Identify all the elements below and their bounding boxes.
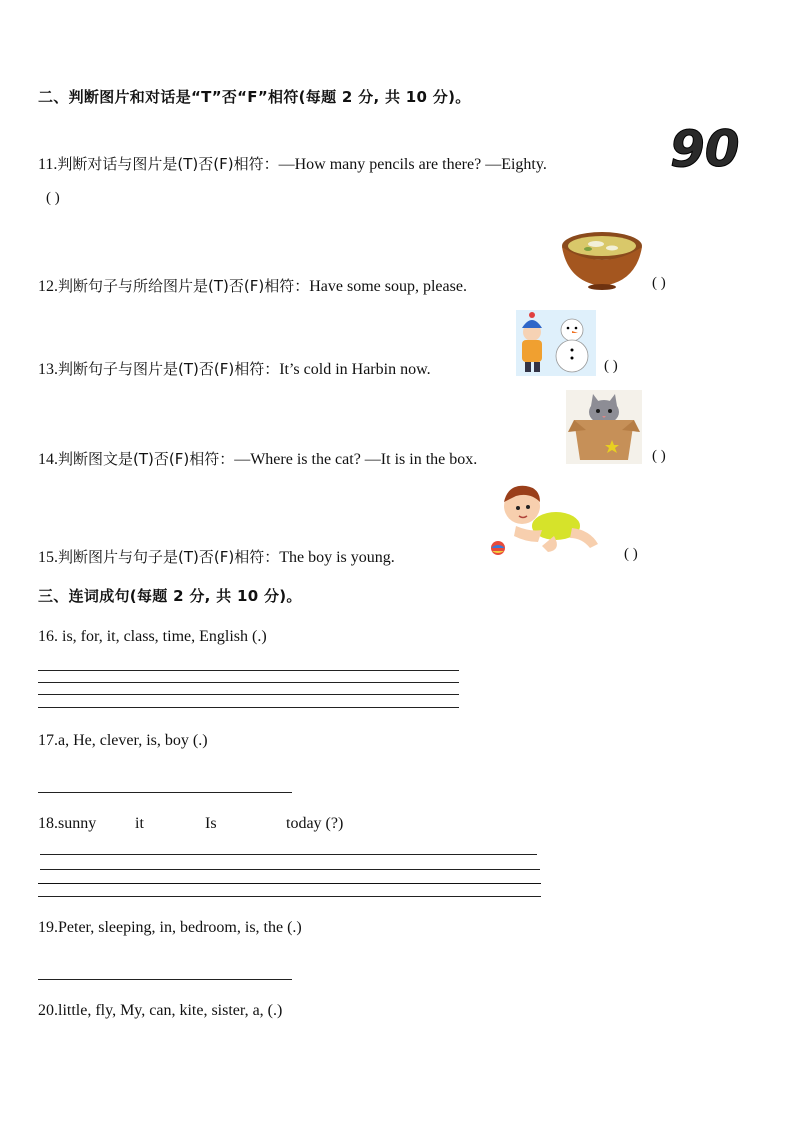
answer-line[interactable]	[38, 883, 541, 884]
question-number: 13.	[38, 361, 58, 378]
number-ninety-image	[668, 118, 740, 174]
number-ninety-text: 90	[670, 120, 740, 174]
question-words: Peter, sleeping, in, bedroom, is, the (.)	[58, 919, 302, 936]
question-number: 18.	[38, 815, 58, 832]
answer-line[interactable]	[38, 694, 459, 695]
snowman-boy-image	[516, 310, 596, 376]
question-number: 15.	[38, 549, 58, 566]
answer-line[interactable]	[38, 979, 292, 980]
question-19	[38, 919, 302, 937]
question-text: Have some soup, please.	[309, 278, 467, 295]
question-text: —How many pencils are there? —Eighty.	[278, 156, 547, 173]
question-12	[38, 275, 467, 296]
question-words: a, He, clever, is, boy (.)	[58, 732, 208, 749]
question-number: 16.	[38, 628, 58, 645]
question-number: 11.	[38, 156, 58, 173]
answer-line[interactable]	[38, 792, 292, 793]
word-is: Is	[205, 815, 217, 832]
question-17	[38, 732, 208, 750]
question-text: It’s cold in Harbin now.	[279, 361, 431, 378]
crawling-baby-image	[486, 480, 606, 560]
question-prompt: 判断句子与所给图片是(T)否(F)相符：	[58, 277, 310, 295]
word-sunny: sunny	[58, 815, 97, 832]
question-15	[38, 546, 395, 567]
answer-line[interactable]	[38, 682, 459, 683]
answer-line[interactable]	[38, 896, 541, 897]
answer-line[interactable]	[38, 707, 459, 708]
question-16	[38, 628, 267, 646]
question-13	[38, 358, 431, 379]
soup-bowl-image	[560, 228, 644, 292]
section-3-heading: 三、连词成句(每题 2 分, 共 10 分)。	[38, 587, 302, 605]
question-text: The boy is young.	[279, 549, 395, 566]
word-it: it	[135, 815, 144, 832]
question-number: 14.	[38, 451, 58, 468]
answer-blank-15[interactable]: ( )	[624, 546, 638, 562]
question-prompt: 判断图文是(T)否(F)相符：	[58, 450, 235, 468]
question-number: 17.	[38, 732, 58, 749]
question-20	[38, 1002, 282, 1020]
question-number: 12.	[38, 278, 58, 295]
section-2-heading: 二、判断图片和对话是“T”否“F”相符(每题 2 分, 共 10 分)。	[38, 88, 471, 106]
question-prompt: 判断图片与句子是(T)否(F)相符：	[58, 548, 280, 566]
question-words: little, fly, My, can, kite, sister, a, (.)	[58, 1002, 283, 1019]
question-prompt: 判断对话与图片是(T)否(F)相符：	[57, 155, 279, 173]
answer-line[interactable]	[40, 869, 540, 870]
question-words: is, for, it, class, time, English (.)	[62, 628, 267, 645]
answer-line[interactable]	[38, 670, 459, 671]
answer-blank-12[interactable]: ( )	[652, 275, 666, 291]
question-text: —Where is the cat? —It is in the box.	[234, 451, 478, 468]
answer-blank-11[interactable]: ( )	[46, 190, 60, 206]
question-number: 19.	[38, 919, 58, 936]
question-18	[38, 815, 96, 833]
answer-blank-14[interactable]: ( )	[652, 448, 666, 464]
cat-in-box-image	[566, 390, 642, 464]
question-14	[38, 448, 477, 469]
answer-blank-13[interactable]: ( )	[604, 358, 618, 374]
word-today: today (?)	[286, 815, 344, 832]
question-prompt: 判断句子与图片是(T)否(F)相符：	[58, 360, 280, 378]
question-number: 20.	[38, 1002, 58, 1019]
answer-line[interactable]	[40, 854, 537, 855]
question-11	[38, 153, 547, 174]
